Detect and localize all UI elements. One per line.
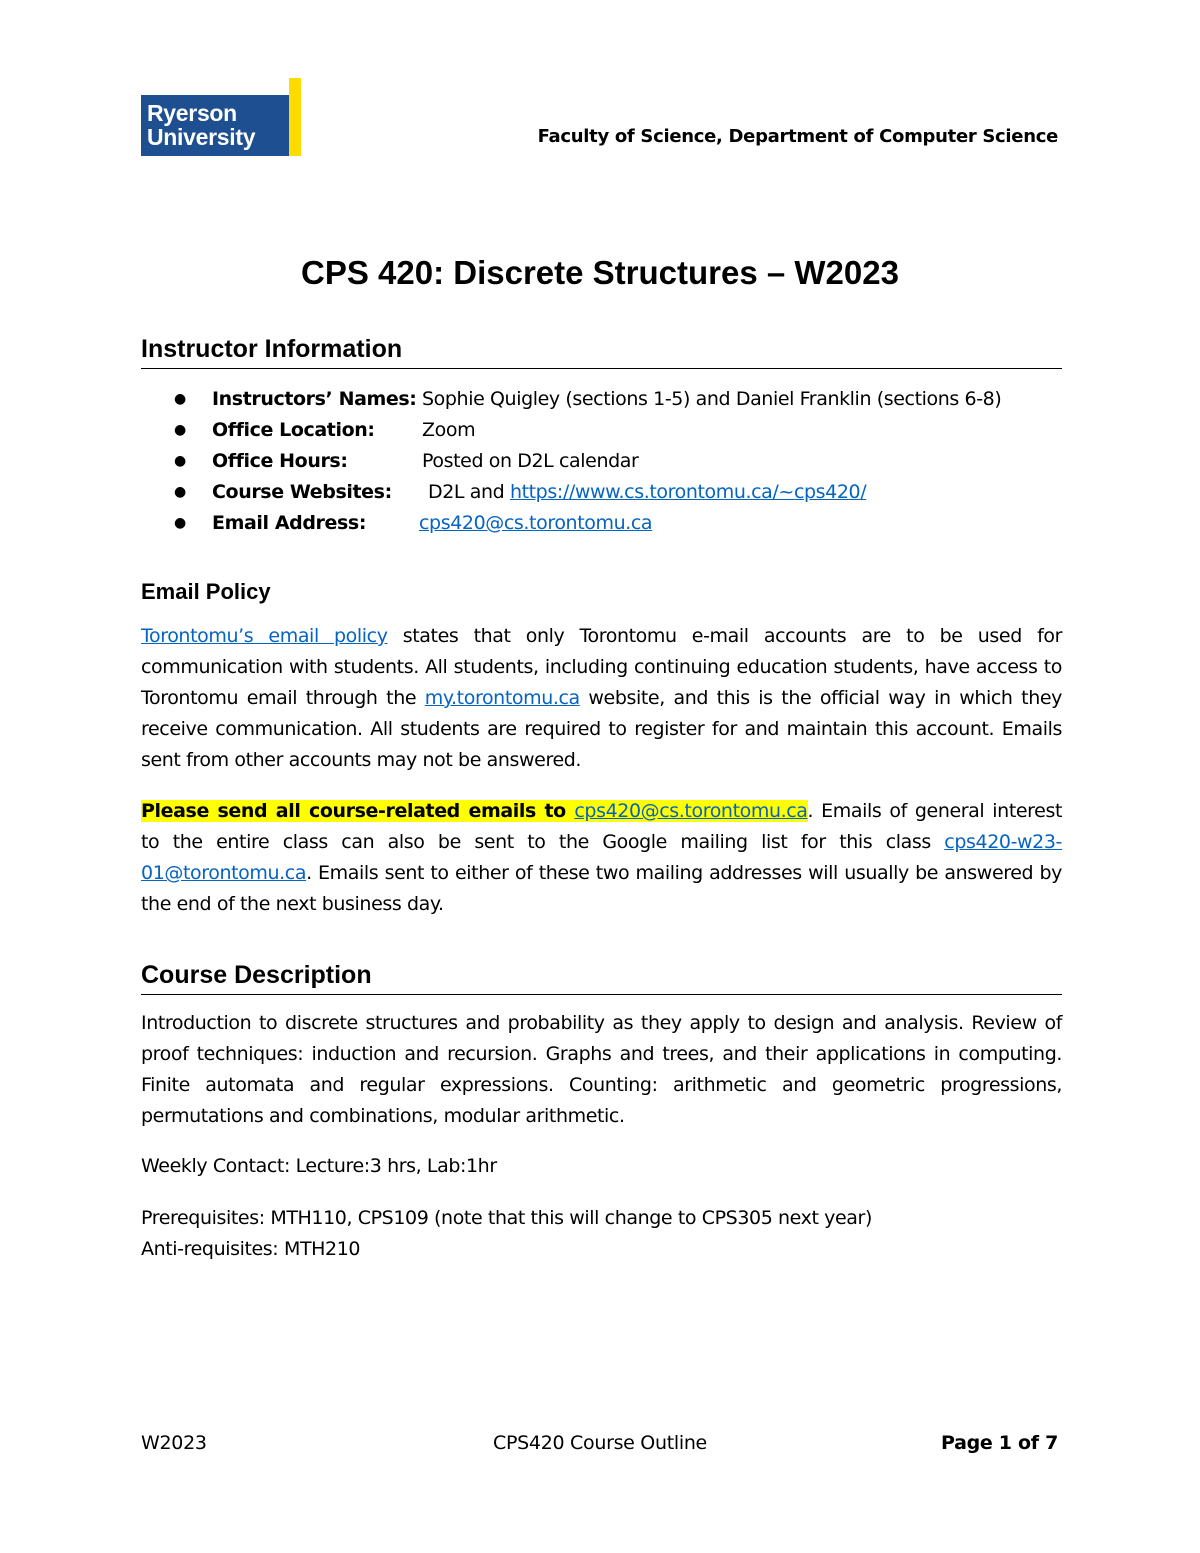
value-prefix: D2L and <box>428 481 510 503</box>
bullet-icon: ● <box>174 422 186 438</box>
email-address-link[interactable]: cps420@cs.torontomu.ca <box>419 512 653 534</box>
highlighted-text: Please send all course-related emails to <box>141 800 575 822</box>
course-description-body: Introduction to discrete structures and probability as they apply to design and analysis. Review of proof techniques: induction and recursion. Graphs and trees, and their applications in computing. Finite automata and regular expressions. Counting: arithmetic and geometric progressions, permutations and combinations, modular arithmetic. <box>141 1012 1062 1127</box>
university-logo <box>141 78 303 157</box>
email-policy-heading: Email Policy <box>141 579 271 604</box>
course-website-link[interactable]: https://www.cs.torontomu.ca/~cps420/ <box>509 481 867 503</box>
list-item <box>141 448 1062 479</box>
instructions-text-2: . Emails sent to either of these two mailing addresses will usually be answered by the end of the next business day. <box>141 862 1062 915</box>
bullet-icon: ● <box>174 453 186 469</box>
item-label: Office Location: <box>212 419 375 441</box>
item-label: Office Hours: <box>212 450 348 472</box>
logo-line1: Ryerson <box>147 100 237 126</box>
item-value <box>428 479 866 506</box>
page-title: CPS 420: Discrete Structures – W2023 <box>301 254 899 291</box>
item-label: Course Websites: <box>212 481 392 503</box>
email-policy-link[interactable]: Torontomu’s email policy <box>141 625 388 647</box>
mailing-list-link[interactable]: cps420-w23-01@torontomu.ca <box>141 831 1062 884</box>
prerequisites: Prerequisites: MTH110, CPS109 (note that this will change to CPS305 next year) <box>141 1207 872 1229</box>
list-item <box>141 417 1062 448</box>
list-item <box>141 510 1062 541</box>
item-label: Email Address: <box>212 512 367 534</box>
weekly-contact: Weekly Contact: Lecture:3 hrs, Lab:1hr <box>141 1155 497 1177</box>
instructor-heading: Instructor Information <box>141 335 1062 369</box>
logo-blue-block <box>141 95 289 156</box>
anti-requisites: Anti-requisites: MTH210 <box>141 1238 361 1260</box>
highlighted-instruction <box>141 800 808 822</box>
logo-line2: University <box>147 124 256 150</box>
instructions-text-1: . Emails of general interest to the entire class can also be sent to the Google mailing list for this class <box>141 800 1062 853</box>
list-item <box>141 479 1062 510</box>
instructor-info-list <box>141 386 1062 541</box>
email-instructions-paragraph <box>141 796 1062 920</box>
bullet-icon: ● <box>174 391 186 407</box>
item-value <box>419 510 652 537</box>
item-value: Zoom <box>422 419 476 441</box>
item-value: Sophie Quigley (sections 1-5) and Daniel Franklin (sections 6-8) <box>422 388 1002 410</box>
item-value: Posted on D2L calendar <box>422 450 639 472</box>
my-torontomu-link[interactable]: my.torontomu.ca <box>424 687 580 709</box>
course-description-heading: Course Description <box>141 961 1062 995</box>
policy-text-1: states that only Torontomu e-mail accounts are to be used for communication with students. All students, including continuing education students, have access to Torontomu email through the <box>141 625 1062 709</box>
footer-page-number: Page 1 of 7 <box>940 1432 1058 1454</box>
logo-yellow-bar <box>289 78 301 156</box>
footer-title: CPS420 Course Outline <box>493 1432 707 1454</box>
course-email-link[interactable]: cps420@cs.torontomu.ca <box>574 800 808 822</box>
bullet-icon: ● <box>174 484 186 500</box>
item-label: Instructors’ Names: <box>212 388 417 410</box>
footer-term: W2023 <box>141 1432 207 1454</box>
email-policy-paragraph <box>141 621 1062 776</box>
bullet-icon: ● <box>174 515 186 531</box>
faculty-header: Faculty of Science, Department of Computer Science <box>537 126 1058 147</box>
list-item <box>141 386 1062 417</box>
policy-text-2: website, and this is the official way in which they receive communication. All students are required to register for and maintain this account. Emails sent from other accounts may not be answered. <box>141 687 1063 771</box>
